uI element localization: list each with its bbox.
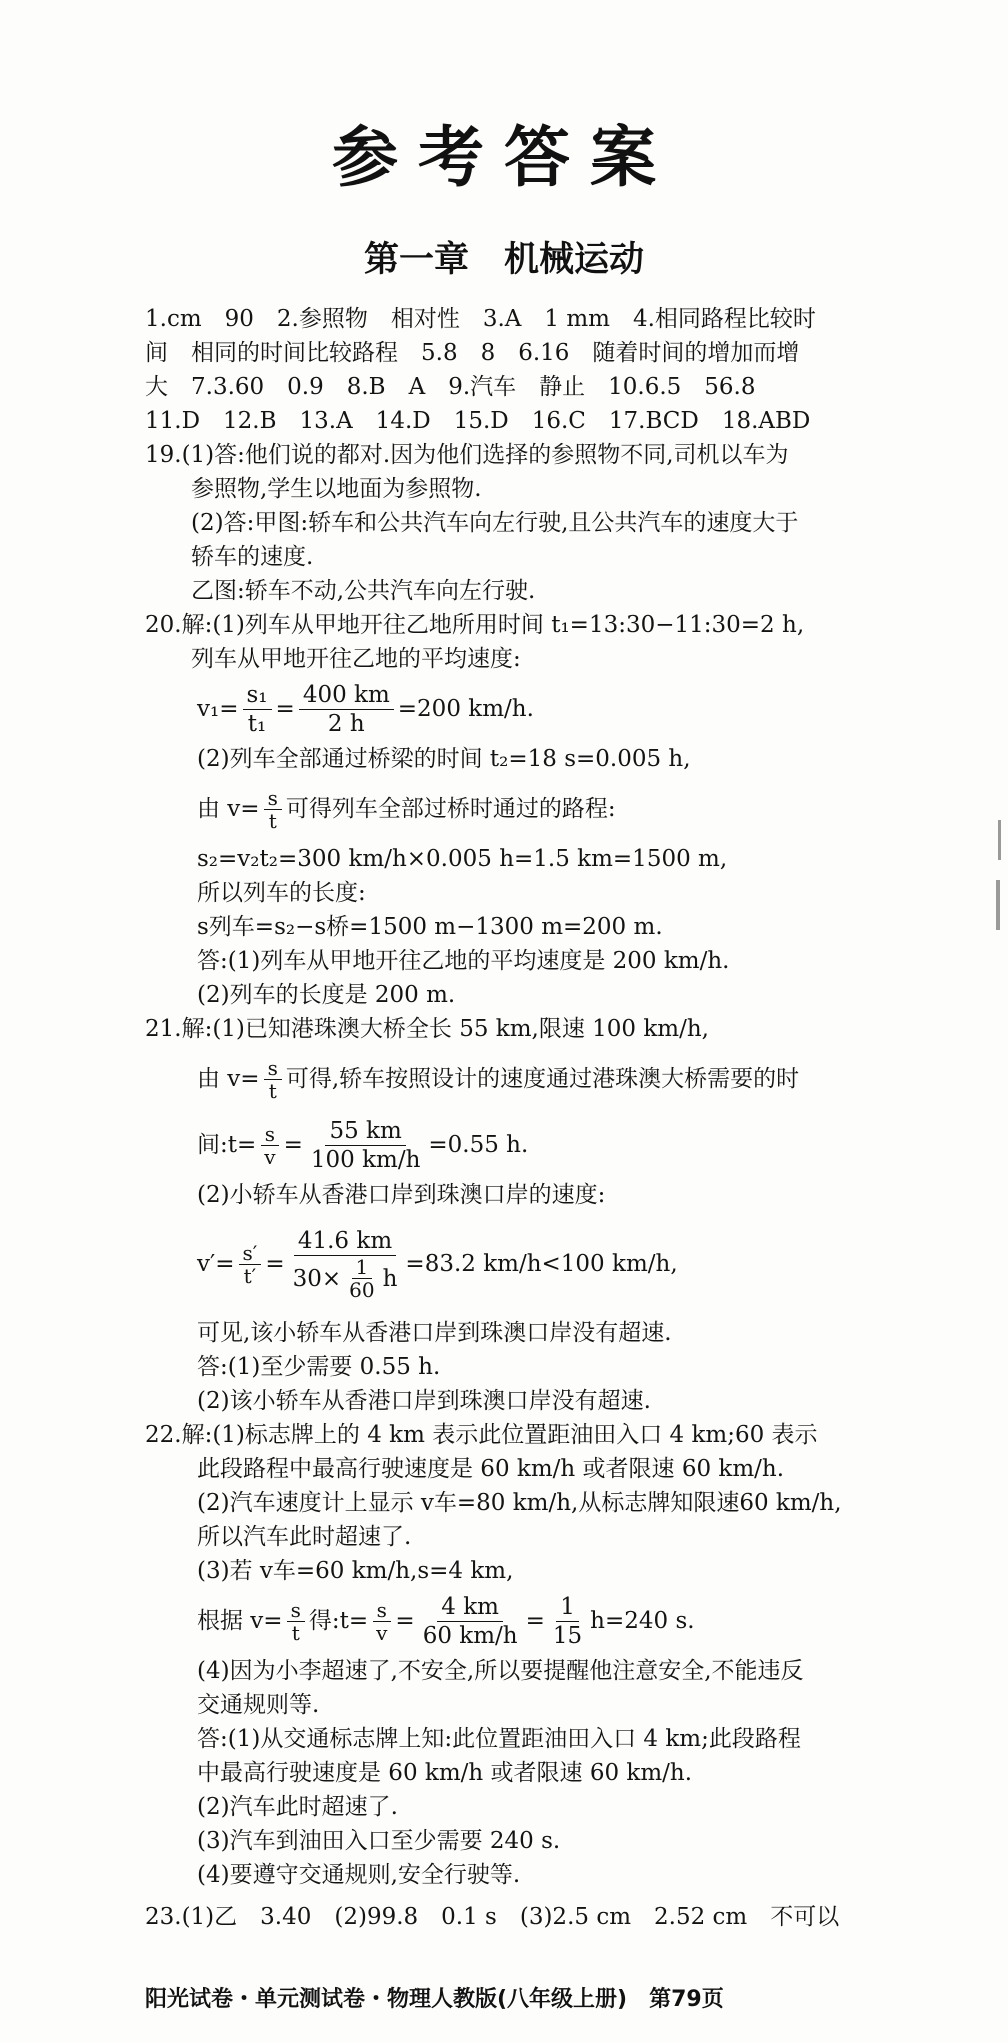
answer-line: 此段路程中最高行驶速度是 60 km/h 或者限速 60 km/h. bbox=[197, 1456, 785, 1482]
fraction: $\frac{55 km}{100 km/h}$ bbox=[310, 1117, 421, 1173]
answer-content bbox=[145, 302, 975, 1942]
answer-line: 列车从甲地开往乙地的平均速度: bbox=[191, 646, 521, 672]
equation-speed-formula: 由 v= $\frac{s}{t}$ 可得,轿车按照设计的速度通过港珠澳大桥需要的时 bbox=[197, 1055, 800, 1103]
fraction: $\frac{s}{t}$ bbox=[264, 787, 282, 832]
page-footer: 阳光试卷・单元测试卷・物理人教版(八年级上册) 第79页 bbox=[145, 1987, 724, 2012]
answer-line: (2)小轿车从香港口岸到珠澳口岸的速度: bbox=[197, 1182, 606, 1208]
fraction: 41.6 km 30× $\frac{1}{60}$ h bbox=[292, 1228, 398, 1302]
fraction: $\frac{1}{15}$ bbox=[552, 1593, 583, 1649]
scan-edge-mark bbox=[996, 880, 1000, 930]
answer-line: (2)列车的长度是 200 m. bbox=[197, 982, 456, 1008]
answer-line: (2)汽车此时超速了. bbox=[197, 1794, 398, 1820]
answer-line: 中最高行驶速度是 60 km/h 或者限速 60 km/h. bbox=[197, 1760, 693, 1786]
answer-line-q23: 23.(1)乙 3.40 (2)99.8 0.1 s (3)2.5 cm 2.52 cm 不可以 bbox=[145, 1904, 840, 1930]
answer-line: 所以列车的长度: bbox=[197, 880, 366, 906]
answer-line: (3)汽车到油田入口至少需要 240 s. bbox=[197, 1828, 561, 1854]
fraction: $\frac{1}{60}$ bbox=[349, 1255, 375, 1302]
equation-time-calc: 根据 v= $\frac{s}{t}$ 得:t= $\frac{s}{v}$ = $\frac{4 km}{60 km/h}$ = $\frac{1}{15}$ h=240 s. bbox=[197, 1593, 695, 1649]
answer-line: (2)答:甲图:轿车和公共汽车向左行驶,且公共汽车的速度大于 bbox=[191, 510, 799, 536]
answer-line: (4)因为小李超速了,不安全,所以要提醒他注意安全,不能违反 bbox=[197, 1658, 804, 1684]
fraction: $\frac{s}{t}$ bbox=[287, 1599, 305, 1644]
answer-line: 1.cm 90 2.参照物 相对性 3.A 1 mm 4.相同路程比较时 bbox=[145, 306, 816, 332]
answer-line: s₂=v₂t₂=300 km/h×0.005 h=1.5 km=1500 m, bbox=[197, 846, 728, 872]
answer-line-q21: 21.解:(1)已知港珠澳大桥全长 55 km,限速 100 km/h, bbox=[145, 1016, 709, 1042]
fraction: $\frac{\text{s₁}}{\text{t₁}}$ bbox=[243, 681, 272, 738]
chapter-heading: 第一章 机械运动 bbox=[363, 240, 644, 280]
fraction: $\frac{s}{v}$ bbox=[260, 1123, 279, 1168]
answer-line: 交通规则等. bbox=[197, 1692, 320, 1718]
scan-edge-mark bbox=[998, 820, 1001, 860]
fraction: $\frac{s}{t}$ bbox=[264, 1057, 282, 1102]
answer-line: 答:(1)从交通标志牌上知:此位置距油田入口 4 km;此段路程 bbox=[197, 1726, 801, 1752]
answer-line: 间 相同的时间比较路程 5.8 8 6.16 随着时间的增加而增 bbox=[145, 340, 800, 366]
answer-line-q22: 22.解:(1)标志牌上的 4 km 表示此位置距油田入口 4 km;60 表示 bbox=[145, 1422, 818, 1448]
fraction: $\frac{4 km}{60 km/h}$ bbox=[422, 1593, 518, 1649]
answer-line: (4)要遵守交通规则,安全行驶等. bbox=[197, 1862, 521, 1888]
page-title: 参考答案 bbox=[332, 119, 676, 196]
equation-v1: v₁= $\frac{\text{s₁}}{\text{t₁}}$ = $\frac{400 km}{2 h}$ =200 km/h. bbox=[197, 681, 534, 737]
fraction: $\frac{400 km}{2 h}$ bbox=[299, 681, 394, 738]
fraction: $\frac{s}{v}$ bbox=[372, 1599, 391, 1644]
answer-line: 乙图:轿车不动,公共汽车向左行驶. bbox=[191, 578, 536, 604]
answer-line: 大 7.3.60 0.9 8.B A 9.汽车 静止 10.6.5 56.8 bbox=[145, 374, 756, 400]
answer-line: (2)该小轿车从香港口岸到珠澳口岸没有超速. bbox=[197, 1388, 651, 1414]
equation-time: 间:t= $\frac{s}{v}$ = $\frac{55 km}{100 km/h}$ =0.55 h. bbox=[197, 1117, 529, 1173]
answer-line: 可见,该小轿车从香港口岸到珠澳口岸没有超速. bbox=[197, 1320, 672, 1346]
equation-speed-check: v′= $\frac{s'}{t'}$ = 41.6 km 30× $\frac{1}{60}$ h =83.2 km/h<100 km/h, bbox=[197, 1228, 678, 1302]
answer-line: 参照物,学生以地面为参照物. bbox=[191, 476, 482, 502]
answer-line: (3)若 v车=60 km/h,s=4 km, bbox=[197, 1558, 514, 1584]
fraction: $\frac{s'}{t'}$ bbox=[239, 1242, 262, 1287]
answer-line: 轿车的速度. bbox=[191, 544, 314, 570]
answer-line: 所以汽车此时超速了. bbox=[197, 1524, 412, 1550]
answer-line: 答:(1)至少需要 0.55 h. bbox=[197, 1354, 441, 1380]
answer-line: 答:(1)列车从甲地开往乙地的平均速度是 200 km/h. bbox=[197, 948, 730, 974]
answer-line-q20: 20.解:(1)列车从甲地开往乙地所用时间 t₁=13:30−11:30=2 h, bbox=[145, 612, 805, 638]
answer-line: (2)列车全部通过桥梁的时间 t₂=18 s=0.005 h, bbox=[197, 746, 691, 772]
answer-line: 11.D 12.B 13.A 14.D 15.D 16.C 17.BCD 18.ABD bbox=[145, 408, 811, 434]
equation-speed-formula: 由 v= $\frac{s}{t}$ 可得列车全部过桥时通过的路程: bbox=[197, 785, 616, 833]
answer-line: s列车=s₂−s桥=1500 m−1300 m=200 m. bbox=[197, 914, 663, 940]
answer-line: (2)汽车速度计上显示 v车=80 km/h,从标志牌知限速60 km/h, bbox=[197, 1490, 842, 1516]
answer-line-q19: 19.(1)答:他们说的都对.因为他们选择的参照物不同,司机以车为 bbox=[145, 442, 789, 468]
